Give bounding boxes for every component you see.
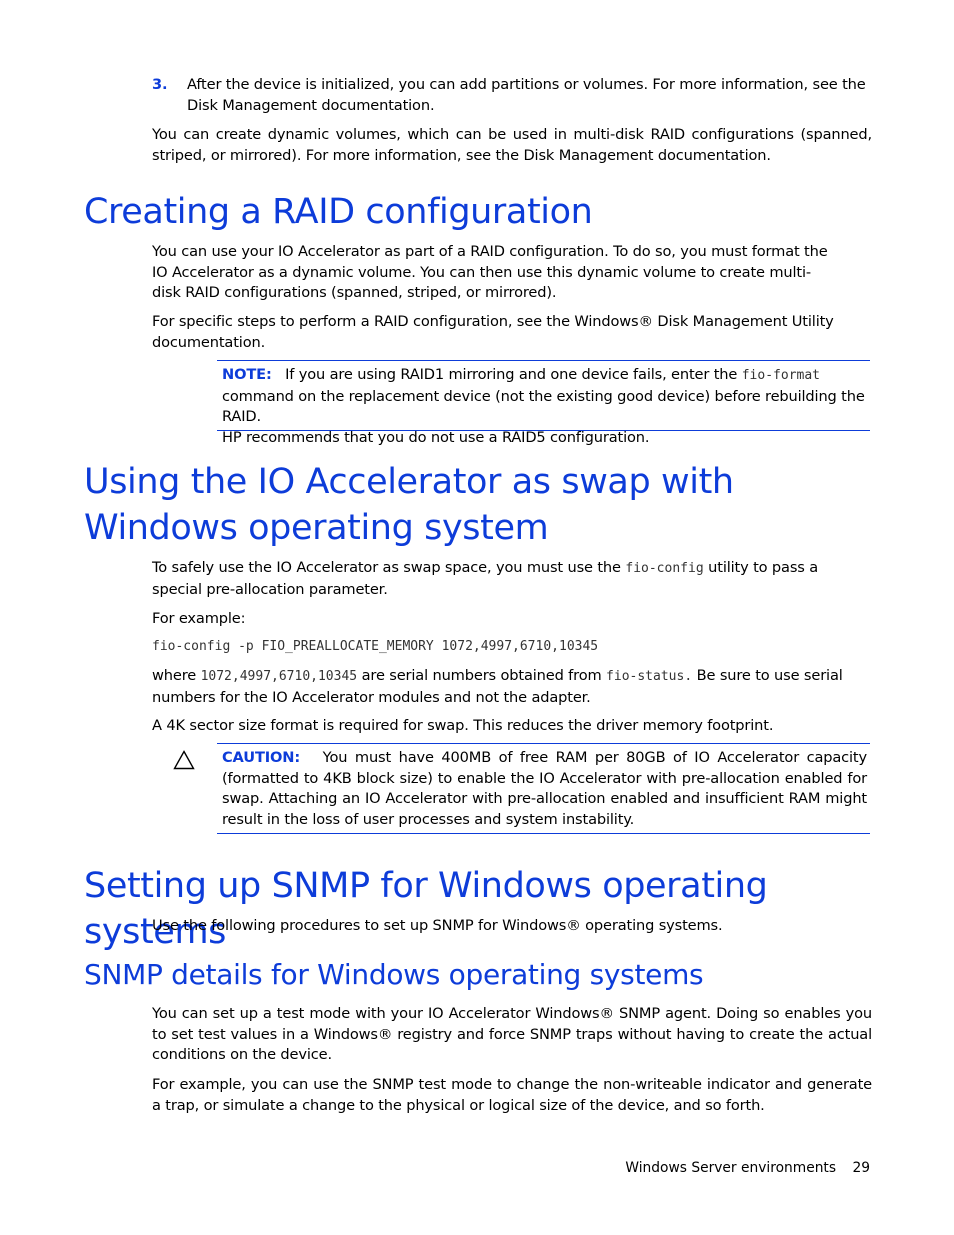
caution-label: CAUTION:	[222, 749, 301, 766]
where-code: 1072,4997,6710,10345	[200, 669, 358, 684]
swap-paragraph-4: A 4K sector size format is required for swap. This reduces the driver memory footprint.	[152, 717, 774, 734]
snmp-paragraph-1: Use the following procedures to set up SNMP for Windows® operating systems.	[152, 917, 723, 934]
caution-body	[222, 748, 867, 830]
caution-text: You must have 400MB of free RAM per 80GB of IO Accelerator capacity (formatted to 4KB block size) to enable the IO Accelerator with pre-allocation enabled for swap. Attaching an IO Accelerator with pre-allocation enabled and insufficient RAM might result in the loss of user processes and system instability.	[222, 749, 867, 828]
footer-section: Windows Server environments	[625, 1160, 837, 1176]
swap-heading: Using the IO Accelerator as swap with Windows operating system	[84, 462, 734, 548]
where-word: where	[152, 667, 197, 684]
where-after: Be sure to use serial numbers for the IO Accelerator modules and not the adapter.	[152, 667, 843, 706]
swap-para1-before: To safely use the IO Accelerator as swap space, you must use the	[152, 559, 621, 576]
note-bottom-rule	[217, 430, 870, 431]
note-top-rule	[217, 360, 870, 361]
caution-box	[222, 748, 867, 830]
note-line-2: HP recommends that you do not use a RAID5 configuration.	[222, 428, 650, 446]
page-footer	[560, 1158, 870, 1178]
step-3	[152, 75, 870, 116]
swap-paragraph-1	[152, 558, 867, 600]
note-label: NOTE:	[222, 366, 272, 383]
where-mid: are serial numbers obtained from	[361, 667, 602, 684]
raid-heading: Creating a RAID configuration	[84, 192, 593, 232]
raid-paragraph-2: For specific steps to perform a RAID configuration, see the Windows® Disk Management Utility documentation.	[152, 313, 834, 351]
note-text-before: If you are using RAID1 mirroring and one device fails, enter the	[285, 366, 738, 383]
example-label: For example:	[152, 610, 246, 627]
where-code-2: fio-status.	[606, 669, 693, 684]
footer-page-number: 29	[852, 1160, 870, 1176]
caution-top-rule	[217, 743, 870, 744]
note-text-after: command on the replacement device (not the existing good device) before rebuilding the RAID.	[222, 387, 865, 425]
warning-triangle-icon	[173, 750, 195, 770]
intro-paragraph: You can create dynamic volumes, which can be used in multi-disk RAID configurations (spanned, striped, or mirrored). For more information, see the Disk Management documentation.	[152, 126, 872, 164]
note-body	[222, 365, 870, 428]
swap-para1-code: fio-config	[625, 561, 704, 576]
note-code: fio-format	[741, 368, 821, 383]
where-paragraph	[152, 666, 870, 708]
step-text: After the device is initialized, you can add partitions or volumes. For more information, see the Disk Management documentation.	[187, 76, 866, 114]
note-box	[222, 365, 870, 448]
raid-paragraph-1: You can use your IO Accelerator as part of a RAID configuration. To do so, you must format the IO Accelerator as a dynamic volume. You can then use this dynamic volume to create multi-disk RAID configurations (spanned, striped, or mirrored).	[152, 243, 828, 301]
snmp-paragraph-3: For example, you can use the SNMP test mode to change the non-writeable indicator and generate a trap, or simulate a change to the physical or logical size of the device, and so forth.	[152, 1076, 872, 1114]
snmp-subheading: SNMP details for Windows operating systems	[84, 958, 704, 991]
caution-bottom-rule	[217, 833, 870, 834]
swap-para1-after: utility to pass a special pre-allocation parameter.	[152, 559, 819, 598]
snmp-paragraph-2: You can set up a test mode with your IO Accelerator Windows® SNMP agent. Doing so enables you to set test values in a Windows® registry and force SNMP traps without having to create the actual conditions on the device.	[152, 1005, 872, 1063]
snmp-heading: Setting up SNMP for Windows operating systems	[84, 866, 768, 952]
example-command: fio-config -p FIO_PREALLOCATE_MEMORY 1072,4997,6710,10345	[152, 639, 599, 654]
step-number: 3.	[152, 76, 168, 93]
